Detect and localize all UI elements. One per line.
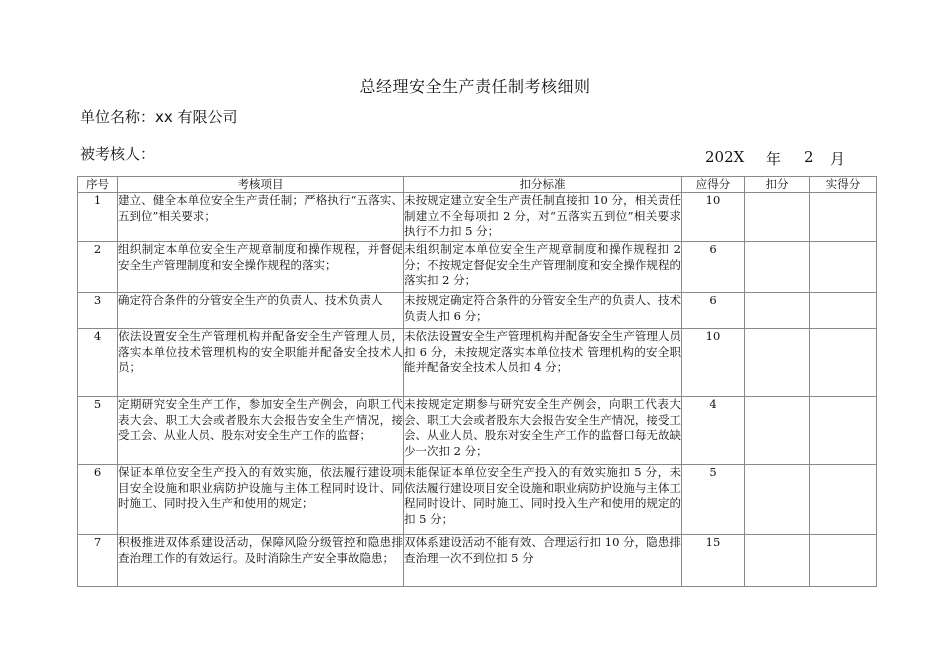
row-actual[interactable] [810,242,877,293]
row-no: 3 [78,293,118,329]
row-actual[interactable] [810,193,877,242]
row-deduct[interactable] [745,193,810,242]
row-deduct[interactable] [745,242,810,293]
row-actual[interactable] [810,465,877,535]
row-item: 建立、健全本单位安全生产责任制；严格执行“五落实、五到位”相关要求； [118,193,404,242]
table-row [78,293,877,329]
date-month-char: 月 [830,150,846,168]
row-no: 1 [78,193,118,242]
row-deduct[interactable] [745,465,810,535]
row-score: 10 [682,193,745,242]
row-actual[interactable] [810,397,877,465]
table-row [78,242,877,293]
assessee-label: 被考核人： [80,145,156,163]
row-item: 依法设置安全生产管理机构并配备安全生产管理人员，落实本单位技术管理机构的安全职能并配备安全技术人员； [118,329,404,397]
row-actual[interactable] [810,293,877,329]
row-score: 4 [682,397,745,465]
row-item: 确定符合条件的分管安全生产的负责人、技术负责人 [118,293,404,329]
row-standard: 未按规定确定符合条件的分管安全生产的负责人、技术负责人扣 6 分； [404,293,682,329]
row-standard: 未能保证本单位安全生产投入的有效实施扣 5 分，未依法履行建设项目安全设施和职业病防护设施与主体工程同时设计、同时施工、同时投入生产和使用的规定的扣 5 分； [404,465,682,535]
table-row [78,329,877,397]
table-row [78,465,877,535]
row-standard: 双体系建设活动不能有效、合理运行扣 10 分，隐患排查治理一次不到位扣 5 分 [404,535,682,587]
row-standard: 未按规定建立安全生产责任制直接扣 10 分，相关责任制建立不全每项扣 2 分，对“五落实五到位”相关要求执行不力扣 5 分； [404,193,682,242]
header-item: 考核项目 [118,177,404,193]
row-item: 组织制定本单位安全生产规章制度和操作规程，并督促安全生产管理制度和安全操作规程的落实； [118,242,404,293]
header-deduct: 扣分 [745,177,810,193]
header-no: 序号 [78,177,118,193]
row-actual[interactable] [810,329,877,397]
row-item: 定期研究安全生产工作，参加安全生产例会，向职工代表大会、职工大会或者股东大会报告安全生产情况，接受工会、从业人员、股东对安全生产工作的监督； [118,397,404,465]
table-row [78,397,877,465]
row-deduct[interactable] [745,535,810,587]
row-score: 15 [682,535,745,587]
document-title: 总经理安全生产责任制考核细则 [359,77,591,96]
row-deduct[interactable] [745,397,810,465]
row-standard: 未依法设置安全生产管理机构并配备安全生产管理人员扣 6 分，未按规定落实本单位技术 管理机构的安全职能并配备安全技术人员扣 4 分； [404,329,682,397]
row-deduct[interactable] [745,329,810,397]
unit-name: 单位名称：xx 有限公司 [80,108,238,126]
row-deduct[interactable] [745,293,810,329]
row-actual[interactable] [810,535,877,587]
table-row [78,535,877,587]
header-standard: 扣分标准 [404,177,682,193]
row-no: 2 [78,242,118,293]
row-no: 5 [78,397,118,465]
row-standard: 未组织制定本单位安全生产规章制度和操作规程扣 2 分；不按规定督促安全生产管理制度和安全操作规程的落实扣 2 分； [404,242,682,293]
table-row [78,193,877,242]
header-actual: 实得分 [810,177,877,193]
table-header-row [78,177,877,193]
assessment-table [77,176,877,587]
row-standard: 未按规定定期参与研究安全生产例会，向职工代表大会、职工大会或者股东大会报告安全生产情况，接受工会、从业人员、股东对安全生产工作的监督口每无故缺少一次扣 2 分； [404,397,682,465]
row-item: 积极推进双体系建设活动，保障风险分级管控和隐患排查治理工作的有效运行。及时消除生产安全事故隐患； [118,535,404,587]
row-item: 保证本单位安全生产投入的有效实施，依法履行建设项目安全设施和职业病防护设施与主体工程同时设计、同时施工、同时投入生产和使用的规定； [118,465,404,535]
row-score: 10 [682,329,745,397]
date-month: 2 [804,148,814,166]
header-score: 应得分 [682,177,745,193]
row-no: 6 [78,465,118,535]
date-year: 202X [705,148,745,166]
row-score: 6 [682,242,745,293]
row-score: 5 [682,465,745,535]
row-score: 6 [682,293,745,329]
row-no: 7 [78,535,118,587]
date-year-char: 年 [766,150,782,168]
row-no: 4 [78,329,118,397]
